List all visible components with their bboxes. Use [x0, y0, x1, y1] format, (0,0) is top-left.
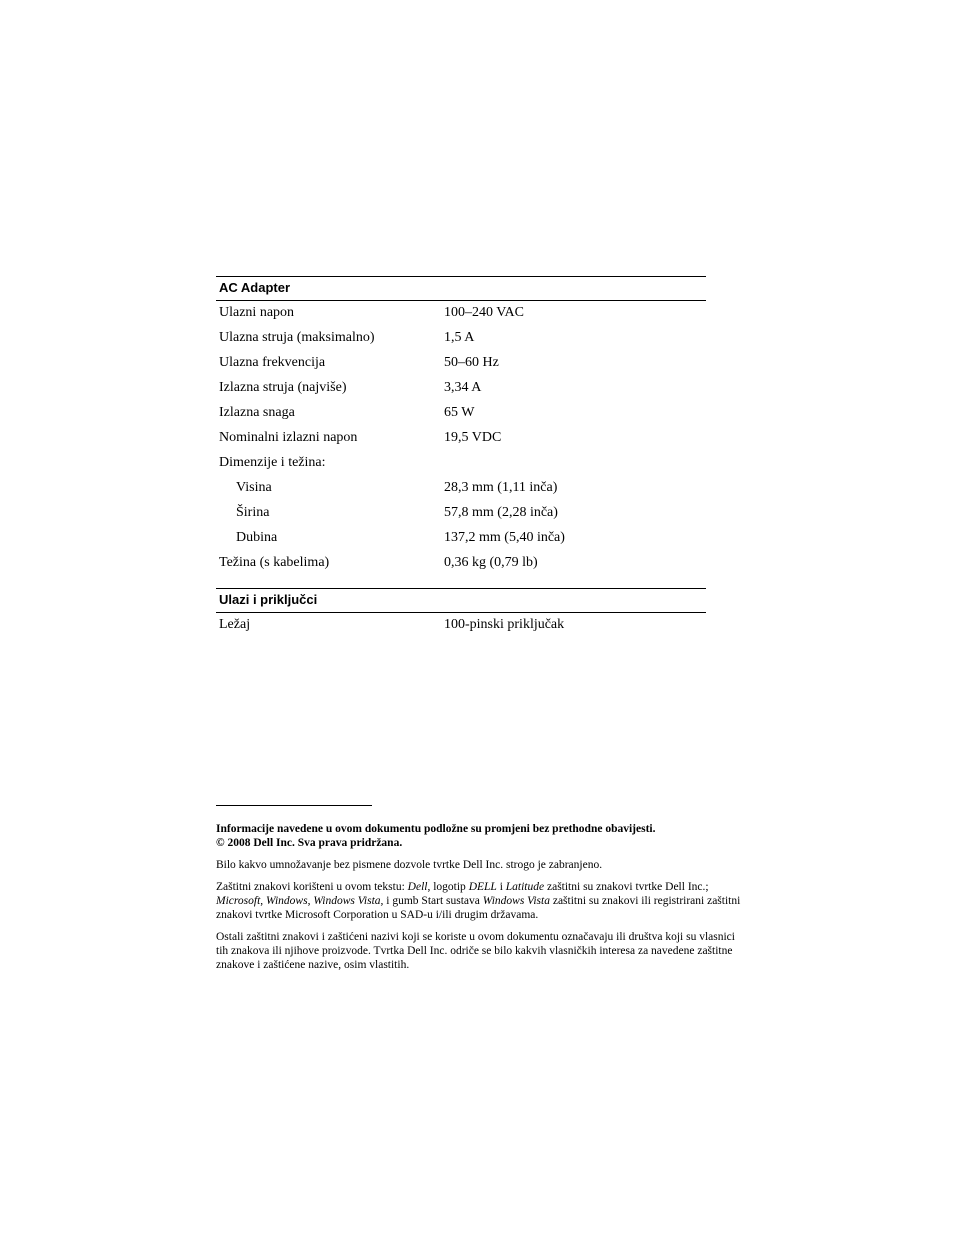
spec-value: 3,34 A — [444, 380, 482, 395]
section-header-ac-adapter — [216, 276, 706, 301]
spec-row-input-voltage — [216, 303, 706, 328]
spec-row-docking — [216, 615, 706, 640]
trademark-dell: Dell — [407, 881, 428, 893]
spec-value: 19,5 VDC — [444, 430, 502, 445]
copyright-text: © 2008 Dell Inc. Sva prava pridržana. — [216, 837, 403, 849]
spec-value: 137,2 mm (5,40 inča) — [444, 530, 565, 545]
spec-value: 50–60 Hz — [444, 355, 499, 370]
trademark-text: , — [307, 895, 314, 907]
spec-value: 65 W — [444, 405, 475, 420]
section-header-ports — [216, 588, 706, 613]
trademark-dell-logo: DELL — [468, 881, 497, 893]
spec-label: Težina (s kabelima) — [219, 555, 330, 570]
trademark-text: i — [496, 881, 506, 893]
other-trademarks-notice: Ostali zaštitni znakovi i zaštićeni nazivi koji se koriste u ovom dokumentu označavaju ili društva koji su vlasnici tih znakova ili njihove proizvode. Tvrtka Dell Inc. odriče se bilo kakvih vlasničkih interesa za navedene zaštitne znakove i zaštićene nazive, osim vlastitih. — [216, 931, 735, 971]
section-title: AC Adapter — [219, 280, 291, 295]
trademark-text: , logotip — [427, 881, 469, 893]
spec-value: 28,3 mm (1,11 inča) — [444, 480, 558, 495]
trademark-text: i gumb Start sustava — [383, 895, 483, 907]
spec-row-depth — [216, 528, 706, 553]
spec-label: Ulazna frekvencija — [219, 355, 326, 370]
trademark-microsoft: Microsoft — [216, 895, 261, 907]
spec-value: 100-pinski priključak — [444, 617, 565, 632]
legal-notes — [216, 822, 746, 980]
trademark-text: zaštitni su znakovi ili registrirani zaštitni znakovi tvrtke Microsoft Corporation u SAD-u i/ili drugim državama. — [216, 895, 741, 921]
trademark-windows: Windows — [266, 895, 308, 907]
spec-label: Dubina — [236, 530, 278, 545]
spec-label: Visina — [236, 480, 272, 495]
section-title: Ulazi i priključci — [219, 592, 318, 607]
trademark-windows-vista: Windows Vista, — [313, 895, 384, 907]
spec-row-input-current — [216, 328, 706, 353]
spec-value: 57,8 mm (2,28 inča) — [444, 505, 558, 520]
spec-label: Nominalni izlazni napon — [219, 430, 358, 445]
spec-row-dimensions-heading — [216, 453, 706, 478]
footnote-divider — [216, 805, 372, 806]
spec-label: Izlazna snaga — [219, 405, 295, 420]
spec-value: 100–240 VAC — [444, 305, 525, 320]
spec-row-output-power — [216, 403, 706, 428]
spec-row-rated-output-voltage — [216, 428, 706, 453]
spec-row-output-current — [216, 378, 706, 403]
spec-label: Izlazna struja (najviše) — [219, 380, 347, 395]
trademark-latitude: Latitude — [505, 881, 545, 893]
notice-text: Informacije navedene u ovom dokumentu podložne su promjeni bez prethodne obavijesti. — [216, 823, 656, 835]
change-notice — [216, 822, 746, 850]
spec-row-input-frequency — [216, 353, 706, 378]
spec-label: Ulazni napon — [219, 305, 295, 320]
trademark-windows-vista-start: Windows Vista — [482, 895, 550, 907]
trademark-text: Zaštitni znakovi korišteni u ovom tekstu: — [216, 881, 408, 893]
trademark-text: , — [260, 895, 267, 907]
spec-value: 1,5 A — [444, 330, 475, 345]
reproduction-notice: Bilo kakvo umnožavanje bez pismene dozvole tvrtke Dell Inc. strogo je zabranjeno. — [216, 859, 603, 871]
spec-value: 0,36 kg (0,79 lb) — [444, 555, 538, 570]
spec-label: Ležaj — [219, 617, 251, 632]
spec-label: Širina — [236, 505, 270, 520]
spec-label: Dimenzije i težina: — [219, 455, 326, 470]
trademark-notice — [216, 880, 746, 922]
spec-row-width — [216, 503, 706, 528]
spec-row-weight — [216, 553, 706, 578]
trademark-text: zaštitni su znakovi tvrtke Dell Inc.; — [544, 881, 709, 893]
spec-label: Ulazna struja (maksimalno) — [219, 330, 375, 345]
spec-row-height — [216, 478, 706, 503]
